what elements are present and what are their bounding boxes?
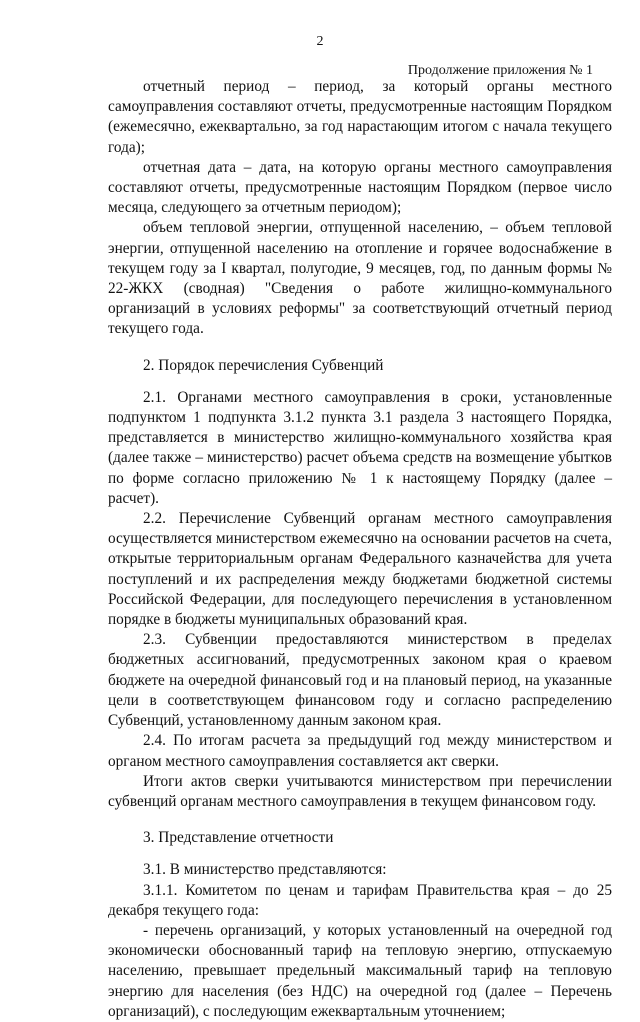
clause-2-1: 2.1. Органами местного самоуправления в сроки, установленные подпунктом 1 подпункта 3.1.2 пункта 3.1 раздела 3 настоящего Порядка, представляется в министерство жилищно-коммунального хозяйства края (далее также – министерство) расчет объема средств на возмещение убытков по форме согласно приложению № 1 к настоящему Порядку (далее – расчет). [108,388,612,507]
clause-3-1: 3.1. В министерство представляются: [143,861,387,879]
definition-heat-volume: объем тепловой энергии, отпущенной населению, – объем тепловой энергии, отпущенной населению на отопление и горячее водоснабжение в текущем году за I квартал, полугодие, 9 месяцев, год, по данным формы № 22-ЖКХ (сводная) "Сведения о работе жилищно-коммунального организаций в условиях реформы" за соответствующий отчетный период текущего года. [108,219,612,338]
section-heading-2: 2. Порядок перечисления Субвенций [143,356,384,374]
document-body [108,77,612,1022]
page-number: 2 [316,34,324,49]
section-heading-3: 3. Представление отчетности [143,829,334,847]
clause-2-4-note: Итоги актов сверки учитываются министерством при перечислении субвенций органам местного самоуправления в текущем финансовом году. [108,772,612,810]
annex-header: Продолжение приложения № 1 [407,63,593,78]
clause-2-2: 2.2. Перечисление Субвенций органам местного самоуправления осуществляется министерством ежемесячно на основании расчетов на счета, открытые территориальным органам Федерального казначейства для учета поступлений и их распределения между бюджетами бюджетной системы Российской Федерации, для последующего перечисления в установленном порядке в бюджеты муниципальных образований края. [108,510,612,629]
definition-reporting-period: отчетный период – период, за который органы местного самоуправления составляют отчеты, предусмотренные настоящим Порядком (ежемесячно, ежеквартально, за год нарастающим итогом с начала текущего года); [108,78,612,156]
clause-3-1-1: 3.1.1. Комитетом по ценам и тарифам Правительства края – до 25 декабря текущего года: [108,881,612,919]
list-item-organizations: - перечень организаций, у которых установленный на очередной год экономически обоснованный тариф на тепловую энергию, отпускаемую населению, превышает предельный максимальный тариф на тепловую энергию для населения (без НДС) на очередной год (далее – Перечень организаций), с последующим ежеквартальным уточнением; [108,921,612,1020]
clause-2-4: 2.4. По итогам расчета за предыдущий год между министерством и органом местного самоуправления составляется акт сверки. [108,732,612,770]
clause-2-3: 2.3. Субвенции предоставляются министерством в пределах бюджетных ассигнований, предусмотренных законом края о краевом бюджете на очередной финансовый год и на плановый период, на указанные цели в соответствующем финансовом году и согласно распределению Субвенций, установленному данным законом края. [108,631,612,730]
definition-reporting-date: отчетная дата – дата, на которую органы местного самоуправления составляют отчеты, предусмотренные настоящим Порядком (первое число месяца, следующего за отчетным периодом); [108,158,612,217]
